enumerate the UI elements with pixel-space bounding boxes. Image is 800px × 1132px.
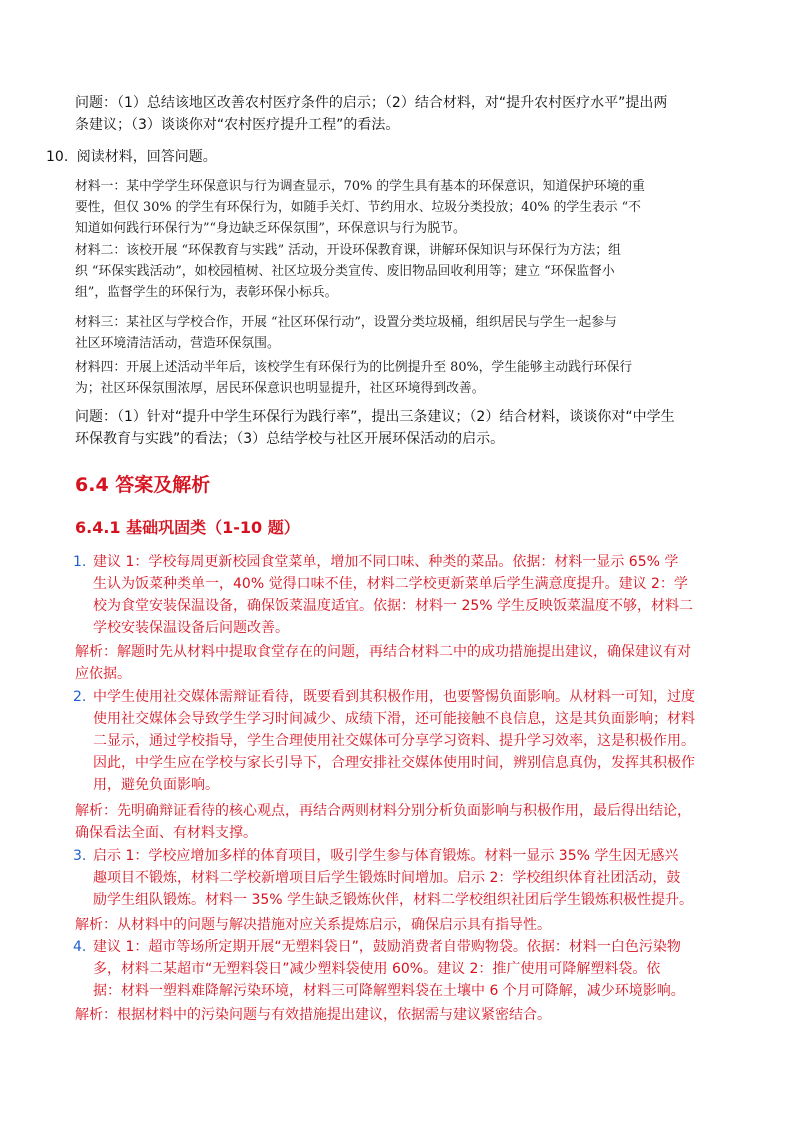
material-line: 社区环境清洁活动，营造环保氛围。 <box>75 336 280 351</box>
material-line: 为；社区环保氛围浓厚，居民环保意识也明显提升，社区环境得到改善。 <box>75 381 485 396</box>
answer-2 <box>73 686 695 796</box>
answer-4 <box>73 936 685 1002</box>
q9-question-line: 问题：（1）总结该地区改善农村医疗条件的启示；（2）结合材料，对“提升农村医疗水平”提出两 <box>75 95 668 111</box>
material-line: 知道如何践行环保行为”“身边缺乏环保氛围”，环保意识与行为脱节。 <box>75 221 466 236</box>
answer-number: 1. <box>73 554 87 570</box>
answer-line: 趣项目不锻炼，材料二学校新增项目后学生锻炼时间增加。启示 2：学校组织体育社团活动，鼓 <box>93 870 681 886</box>
answer-line: 校为食堂安装保温设备，确保饭菜温度适宜。依据：材料一 25% 学生反映饭菜温度不够，材料二 <box>93 598 694 614</box>
material-line: 组”，监督学生的环保行为，表彰环保小标兵。 <box>75 285 338 300</box>
q10-question-line: 问题：（1）针对“提升中学生环保行为践行率”，提出三条建议；（2）结合材料，谈谈你对“中学生 <box>75 409 675 425</box>
answer-line: 使用社交媒体会导致学生学习时间减少、成绩下滑，还可能接触不良信息，这是其负面影响；材料 <box>93 711 695 727</box>
q10-question <box>75 406 675 450</box>
q10-number: 10. <box>46 149 69 165</box>
answer-3 <box>73 845 694 911</box>
answer-line: 中学生使用社交媒体需辩证看待，既要看到其积极作用，也要警惕负面影响。从材料一可知，过度 <box>93 689 695 705</box>
q10-material-4 <box>75 357 632 399</box>
analysis-line: 应依据。 <box>75 666 131 682</box>
analysis-line: 解析：从材料中的问题与解决措施对应关系提炼启示，确保启示具有指导性。 <box>75 917 551 933</box>
answer-line: 二显示，通过学校指导，学生合理使用社交媒体可分享学习资料、提升学习效率，这是积极作用。 <box>93 733 695 749</box>
material-line: 织 “环保实践活动”，如校园植树、社区垃圾分类宣传、废旧物品回收利用等；建立 “环保监督小 <box>75 264 615 279</box>
analysis-2 <box>75 800 691 844</box>
answer-line: 建议 1：超市等场所定期开展“无塑料袋日”，鼓励消费者自带购物袋。依据：材料一白色污染物 <box>93 939 681 955</box>
material-line: 材料四：开展上述活动半年后，该校学生有环保行为的比例提升至 80%，学生能够主动践行环保行 <box>75 360 633 375</box>
answer-line: 多，材料二某超市“无塑料袋日”减少塑料袋使用 60%。建议 2：推广使用可降解塑料袋。依 <box>93 961 661 977</box>
material-line: 要性，但仅 30% 的学生有环保行为，如随手关灯、节约用水、垃圾分类投放；40% 的学生表示 “不 <box>75 200 641 215</box>
answer-line: 因此，中学生应在学校与家长引导下，合理安排社交媒体使用时间，辨别信息真伪，发挥其积极作 <box>93 755 695 771</box>
answer-line: 用，避免负面影响。 <box>93 777 219 793</box>
analysis-line: 解析：先明确辩证看待的核心观点，再结合两则材料分别分析负面影响与积极作用，最后得出结论， <box>75 803 691 819</box>
material-line: 材料一：某中学学生环保意识与行为调查显示，70% 的学生具有基本的环保意识，知道保护环境的重 <box>75 179 645 194</box>
q10-material-1 <box>75 176 645 239</box>
material-line: 材料二：该校开展 “环保教育与实践” 活动，开设环保教育课，讲解环保知识与环保行为方法；组 <box>75 243 621 258</box>
q10-title: 阅读材料，回答问题。 <box>76 149 217 165</box>
answer-number: 4. <box>73 939 87 955</box>
q9-question <box>75 92 735 136</box>
analysis-3 <box>75 914 551 936</box>
section-heading: 6.4 答案及解析 <box>75 474 211 496</box>
q10-question-line: 环保教育与实践”的看法；（3）总结学校与社区开展环保活动的启示。 <box>75 431 505 447</box>
analysis-line: 解析：解题时先从材料中提取食堂存在的问题，再结合材料二中的成功措施提出建议，确保建议有对 <box>75 644 691 660</box>
q10-material-3 <box>75 312 617 354</box>
answer-line: 学校安装保温设备后问题改善。 <box>93 620 289 636</box>
answer-line: 启示 1：学校应增加多样的体育项目，吸引学生参与体育锻炼。材料一显示 35% 学生因无感兴 <box>93 848 679 864</box>
answer-number: 2. <box>73 689 87 705</box>
material-line: 材料三：某社区与学校合作，开展 “社区环保行动”，设置分类垃圾桶，组织居民与学生一起参与 <box>75 315 617 330</box>
analysis-1 <box>75 641 691 685</box>
answer-number: 3. <box>73 848 87 864</box>
analysis-line: 确保看法全面、有材料支撑。 <box>75 825 257 841</box>
answer-line: 生认为饭菜种类单一，40% 觉得口味不佳，材料二学校更新菜单后学生满意度提升。建议 2：学 <box>93 576 688 592</box>
q10-header <box>46 146 217 168</box>
analysis-4 <box>75 1004 551 1026</box>
q9-question-line: 条建议；（3）谈谈你对“农村医疗提升工程”的看法。 <box>75 117 400 133</box>
subsection-heading: 6.4.1 基础巩固类（1-10 题） <box>75 518 300 537</box>
analysis-line: 解析：根据材料中的污染问题与有效措施提出建议，依据需与建议紧密结合。 <box>75 1007 551 1023</box>
answer-line: 据：材料一塑料难降解污染环境，材料三可降解塑料袋在土壤中 6 个月可降解，减少环境影响。 <box>93 983 685 999</box>
q10-material-2 <box>75 240 621 303</box>
answer-line: 励学生组队锻炼。材料一 35% 学生缺乏锻炼伙伴，材料二学校组织社团后学生锻炼积极性提升。 <box>93 892 694 908</box>
answer-line: 建议 1：学校每周更新校园食堂菜单，增加不同口味、种类的菜品。依据：材料一显示 65% 学 <box>93 554 679 570</box>
answer-1 <box>73 551 694 639</box>
